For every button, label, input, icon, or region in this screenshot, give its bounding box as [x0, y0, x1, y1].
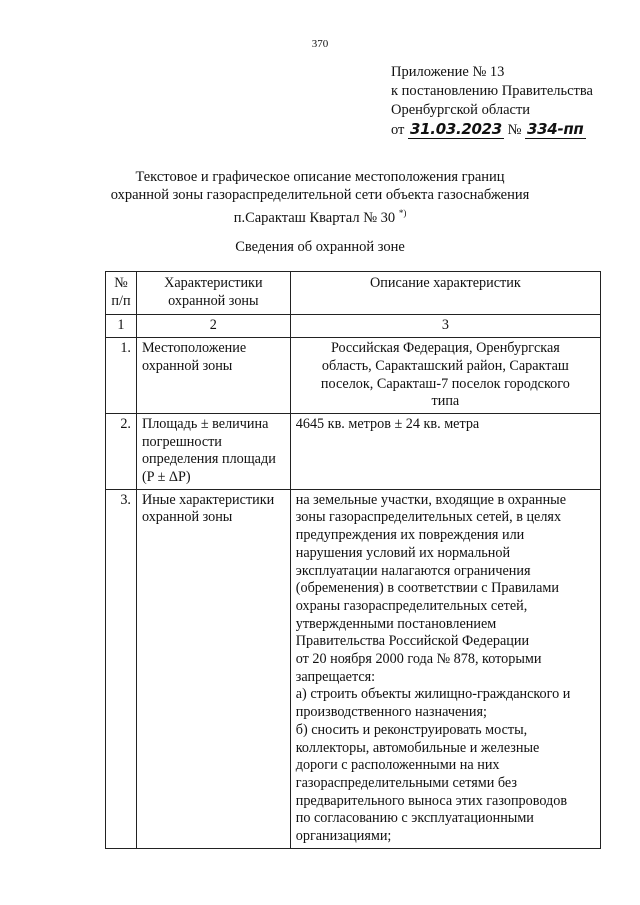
header-characteristic: Характеристики охранной зоны	[136, 272, 290, 315]
description-line: по согласованию с эксплуатационными	[295, 810, 534, 827]
appendix-date-line	[391, 120, 593, 140]
table-header-row	[106, 272, 601, 315]
appendix-line-1: Приложение № 13	[391, 64, 505, 80]
appendix-header	[391, 63, 593, 140]
header-num: № п/п	[106, 272, 137, 315]
description-line: а) строить объекты жилищно-гражданского и	[295, 686, 571, 703]
description-line: (обременения) в соответствии с Правилами	[295, 580, 560, 597]
footnote-mark: *)	[398, 208, 407, 218]
description-line: поселок, Саракташ-7 поселок городского	[320, 375, 570, 392]
appendix-line-2: к постановлению Правительства	[391, 83, 593, 99]
row-number: 3.	[106, 489, 137, 848]
header-description: Описание характеристик	[290, 272, 600, 315]
description-line: эксплуатации налагаются ограничения	[295, 562, 531, 579]
description-line: нарушения условий их нормальной	[295, 544, 511, 561]
table-row	[106, 338, 601, 414]
description-line: производственного назначения;	[295, 704, 487, 721]
zone-info-table	[105, 271, 601, 849]
from-prefix: от	[391, 122, 405, 138]
table-index-row	[106, 315, 601, 338]
row-characteristic: Местоположение охранной зоны	[136, 338, 290, 414]
description-line: утвержденными постановлением	[295, 615, 497, 632]
number-prefix: №	[507, 122, 522, 138]
appendix-line-3: Оренбургской области	[391, 102, 531, 118]
title-line-1: Текстовое и графическое описание местоположения границ	[135, 169, 505, 185]
page-number: 370	[311, 38, 329, 50]
handwritten-number: 334-пп	[527, 120, 584, 138]
description-line: охраны газораспределительных сетей,	[295, 597, 528, 614]
title-line-3	[100, 204, 540, 227]
index-cell: 3	[290, 315, 600, 338]
index-cell: 2	[136, 315, 290, 338]
row-characteristic: Площадь ± величина погрешности определения площади (P ± ΔP)	[136, 413, 290, 489]
table-row	[106, 489, 601, 848]
title-line-3-text: п.Саракташ Квартал № 30	[233, 209, 396, 226]
row-number: 1.	[106, 338, 137, 414]
description-line: Правительства Российской Федерации	[295, 633, 530, 650]
description-line: предварительного выноса этих газопроводов	[295, 792, 568, 809]
description-line: типа	[431, 393, 460, 410]
description-line: область, Саракташский район, Саракташ	[321, 357, 569, 374]
row-description	[290, 338, 600, 414]
index-cell: 1	[106, 315, 137, 338]
description-line: предупреждения их повреждения или	[295, 527, 525, 544]
row-number: 2.	[106, 413, 137, 489]
description-line: запрещается:	[295, 668, 376, 685]
description-line: коллекторы, автомобильные и железные	[295, 739, 540, 756]
row-description	[290, 489, 600, 848]
section-subtitle: Сведения об охранной зоне	[235, 239, 405, 255]
description-line: 4645 кв. метров ± 24 кв. метра	[295, 415, 480, 432]
description-line: газораспределительными сетями без	[295, 774, 517, 791]
description-line: зоны газораспределительных сетей, в целях	[295, 509, 562, 526]
title-line-2: охранной зоны газораспределительной сети объекта газоснабжения	[110, 187, 530, 203]
table-row	[106, 413, 601, 489]
description-line: Российская Федерация, Оренбургская	[330, 340, 560, 357]
row-characteristic: Иные характеристики охранной зоны	[136, 489, 290, 848]
description-line: на земельные участки, входящие в охранные	[295, 491, 567, 508]
description-line: дороги с расположенными на них	[295, 757, 500, 774]
document-title	[100, 168, 540, 227]
row-description	[290, 413, 600, 489]
description-line: б) сносить и реконструировать мосты,	[295, 721, 528, 738]
description-line: от 20 ноября 2000 года № 878, которыми	[295, 651, 542, 668]
handwritten-date: 31.03.2023	[410, 120, 502, 138]
description-line: организациями;	[295, 828, 392, 845]
